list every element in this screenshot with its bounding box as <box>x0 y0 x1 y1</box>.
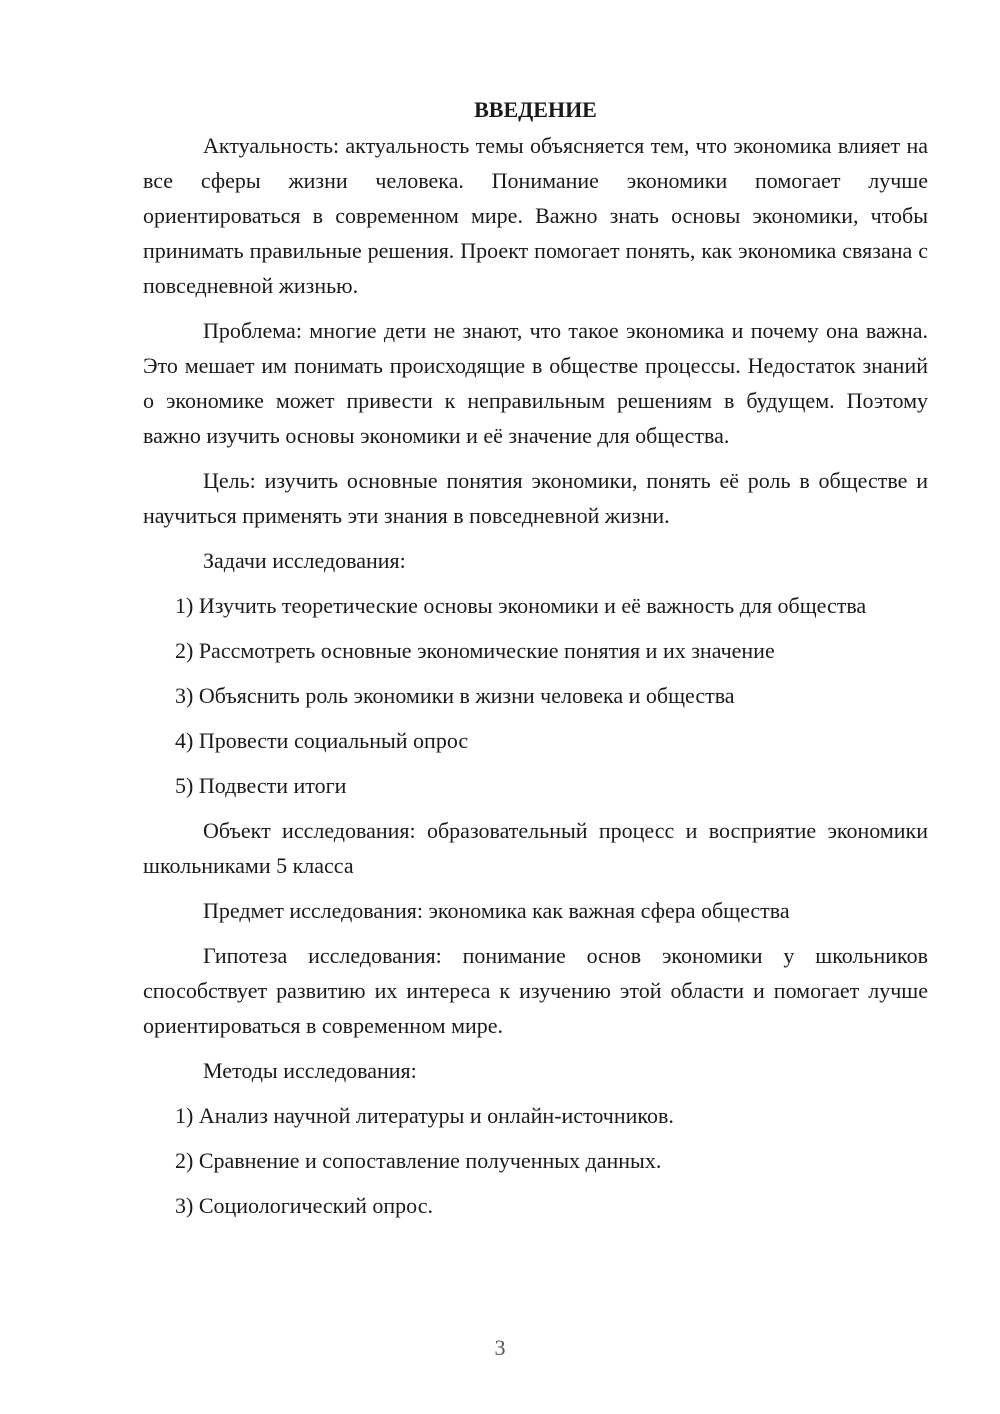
tasks-heading: Задачи исследования: <box>203 548 406 573</box>
page-number: 3 <box>494 1335 506 1360</box>
page-title: ВВЕДЕНИЕ <box>474 97 597 122</box>
task-item: 1) Изучить теоретические основы экономики и её важность для общества <box>175 593 867 618</box>
document-page <box>143 92 928 1233</box>
task-item: 5) Подвести итоги <box>175 773 347 798</box>
method-item: 1) Анализ научной литературы и онлайн-источников. <box>175 1103 674 1128</box>
tasks-list <box>143 588 928 803</box>
method-item: 2) Сравнение и сопоставление полученных данных. <box>175 1148 662 1173</box>
task-item: 4) Провести социальный опрос <box>175 728 469 753</box>
methods-heading: Методы исследования: <box>203 1058 417 1083</box>
paragraph-subject: Предмет исследования: экономика как важная сфера общества <box>203 898 790 923</box>
task-item: 3) Объяснить роль экономики в жизни человека и общества <box>175 683 735 708</box>
methods-list <box>143 1098 928 1223</box>
method-item: 3) Социологический опрос. <box>175 1193 433 1218</box>
paragraph-relevance: Актуальность: актуальность темы объясняется тем, что экономика влияет на все сферы жизни человека. Понимание экономики помогает лучше ориентироваться в современном мире. Важно знать основы экономики, чтобы принимать правильные решения. Проект помогает понять, как экономика связана с повседневной жизнью. <box>143 133 928 298</box>
paragraph-problem: Проблема: многие дети не знают, что такое экономика и почему она важна. Это мешает им понимать происходящие в обществе процессы. Недостаток знаний о экономике может привести к неправильным решениям в будущем. Поэтому важно изучить основы экономики и её значение для общества. <box>143 318 928 448</box>
paragraph-goal: Цель: изучить основные понятия экономики, понять её роль в обществе и научиться применять эти знания в повседневной жизни. <box>143 468 928 528</box>
paragraph-hypothesis: Гипотеза исследования: понимание основ экономики у школьников способствует развитию их интереса к изучению этой области и помогает лучше ориентироваться в современном мире. <box>143 943 928 1038</box>
paragraph-object: Объект исследования: образовательный процесс и восприятие экономики школьниками 5 класса <box>143 818 928 878</box>
task-item: 2) Рассмотреть основные экономические понятия и их значение <box>175 638 775 663</box>
